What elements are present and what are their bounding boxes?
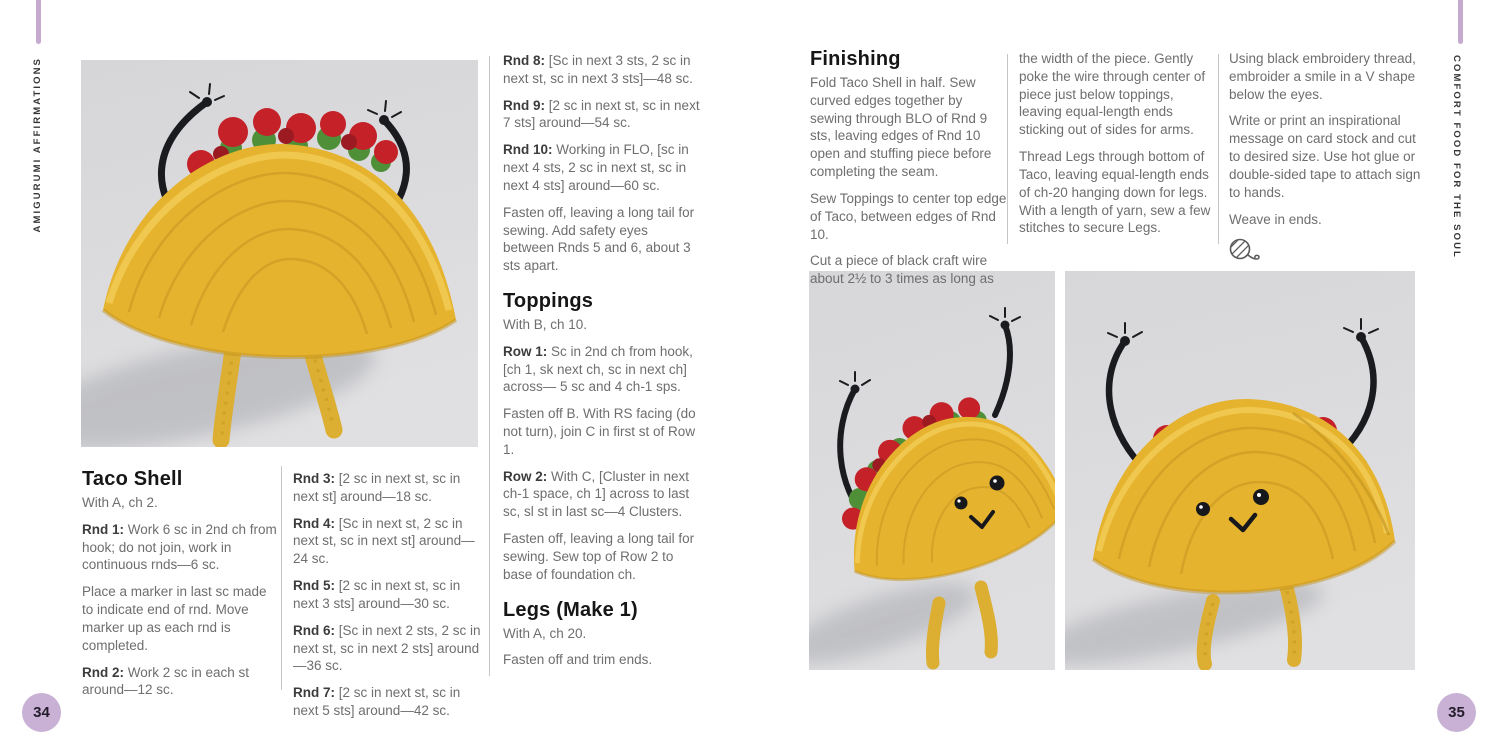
instruction-paragraph: With A, ch 2. <box>82 495 158 510</box>
instruction-paragraph: With B, ch 10. <box>503 316 588 332</box>
instruction-paragraph: Fasten off, leaving a long tail for sewing. Add safety eyes between Rnds 5 and 6, about 3 sts apart. <box>503 204 695 274</box>
left-page-column-2 <box>293 470 489 729</box>
instruction-paragraph: Fasten off B. With RS facing (do not turn), join C in first st of Row 1. <box>503 406 696 457</box>
instruction-paragraph: Fold Taco Shell in half. Sew curved edges together by sewing through BLO of Rnd 9 sts, leaving edges of Rnd 10 open and stuffing piece before completing the seam. <box>810 75 992 180</box>
column-divider <box>281 466 282 690</box>
right-page-column-2 <box>1019 50 1218 246</box>
accent-tick-left <box>36 0 41 44</box>
instruction-paragraph: Rnd 9: [2 sc in next st, sc in next 7 sts] around—54 sc. <box>503 97 700 131</box>
column-divider <box>489 56 490 676</box>
instruction-paragraph: Row 2: With C, [Cluster in next ch-1 space, ch 1] across to last sc, sl st in last sc—4 Clusters. <box>503 468 690 520</box>
instruction-paragraph: Write or print an inspirational message on card stock and cut to desired size. Use hot glue or double-sided tape to attach sign to hands. <box>1229 113 1421 200</box>
round-label: Rnd 10: <box>503 142 557 158</box>
section-heading: Legs (Make 1) <box>503 598 638 621</box>
instruction-paragraph: Rnd 10: Working in FLO, [sc in next 4 sts, 2 sc in next st, sc in next 4 sts] around—60 sc. <box>503 142 689 193</box>
running-head-left: AMIGURUMI AFFIRMATIONS <box>32 57 43 233</box>
round-label: Row 2: <box>503 468 552 484</box>
instruction-paragraph: Rnd 6: [Sc in next 2 sts, 2 sc in next st, sc in next 2 sts] around—36 sc. <box>293 622 481 674</box>
instruction-paragraph: Sew Toppings to center top edge of Taco, between edges of Rnd 10. <box>810 190 1007 242</box>
round-label: Rnd 8: <box>503 53 549 68</box>
round-label: Rnd 3: <box>293 471 339 486</box>
instruction-paragraph: Rnd 4: [Sc in next st, 2 sc in next st, sc in next st] around—24 sc. <box>293 515 475 567</box>
right-page-column-3 <box>1229 50 1421 268</box>
taco-photo-front-view <box>1065 271 1415 670</box>
instruction-paragraph: Row 1: Sc in 2nd ch from hook, [ch 1, sk next ch, sc in next ch] across— 5 sc and 4 ch-1 sps. <box>503 343 693 395</box>
section-heading: Taco Shell <box>82 468 183 490</box>
round-label: Rnd 6: <box>293 622 339 638</box>
section-heading: Finishing <box>810 48 901 70</box>
round-label: Rnd 1: <box>82 521 128 537</box>
instruction-paragraph: Rnd 7: [2 sc in next st, sc in next 5 sts] around—42 sc. <box>293 685 461 718</box>
instruction-paragraph: Cut a piece of black craft wire about 2½ to 3 times as long as <box>810 253 994 287</box>
round-label: Rnd 4: <box>293 515 339 531</box>
page-number-left: 34 <box>22 693 61 732</box>
column-divider <box>1218 54 1219 244</box>
instruction-paragraph: Rnd 1: Work 6 sc in 2nd ch from hook; do not join, work in continuous rnds—6 sc. <box>82 521 277 573</box>
accent-tick-right <box>1458 0 1463 44</box>
running-head-right: COMFORT FOOD FOR THE SOUL <box>1451 55 1462 259</box>
instruction-paragraph: Rnd 3: [2 sc in next st, sc in next st] around—18 sc. <box>293 471 461 504</box>
right-page-column-1 <box>810 48 1008 297</box>
instruction-paragraph: Fasten off and trim ends. <box>503 652 653 668</box>
round-label: Rnd 7: <box>293 685 339 701</box>
round-label: Rnd 2: <box>82 664 128 680</box>
instruction-paragraph: Fasten off, leaving a long tail for sewing. Sew top of Row 2 to base of foundation ch. <box>503 531 695 582</box>
yarn-ball-icon <box>1229 237 1421 268</box>
taco-photo-back-view <box>81 60 478 447</box>
taco-photo-three-quarter-view <box>809 271 1055 670</box>
instruction-paragraph: Using black embroidery thread, embroider a smile in a V shape below the eyes. <box>1229 51 1416 102</box>
section-heading: Toppings <box>503 289 594 312</box>
round-label: Row 1: <box>503 343 552 359</box>
left-page-column-1 <box>82 468 280 708</box>
instruction-paragraph: the width of the piece. Gently poke the wire through center of piece just below toppings, leaving equal-length ends sticking out of sides for arms. <box>1019 51 1206 138</box>
round-label: Rnd 5: <box>293 578 339 594</box>
instruction-paragraph: Rnd 2: Work 2 sc in each st around—12 sc. <box>82 664 250 698</box>
round-label: Rnd 9: <box>503 97 549 113</box>
instruction-paragraph: Thread Legs through bottom of Taco, leaving equal-length ends of ch-20 hanging down for legs. With a length of yarn, sew a few stitches to secure Legs. <box>1019 149 1211 236</box>
instruction-paragraph: Place a marker in last sc made to indicate end of rnd. Move marker up as each rnd is completed. <box>82 584 267 653</box>
instruction-paragraph: With A, ch 20. <box>503 625 587 641</box>
instruction-paragraph: Weave in ends. <box>1229 211 1322 227</box>
page-number-right: 35 <box>1437 693 1476 732</box>
instruction-paragraph: Rnd 8: [Sc in next 3 sts, 2 sc in next st, sc in next 3 sts]—48 sc. <box>503 53 693 86</box>
instruction-paragraph: Rnd 5: [2 sc in next st, sc in next 3 sts] around—30 sc. <box>293 578 461 611</box>
left-page-column-3 <box>503 52 700 678</box>
